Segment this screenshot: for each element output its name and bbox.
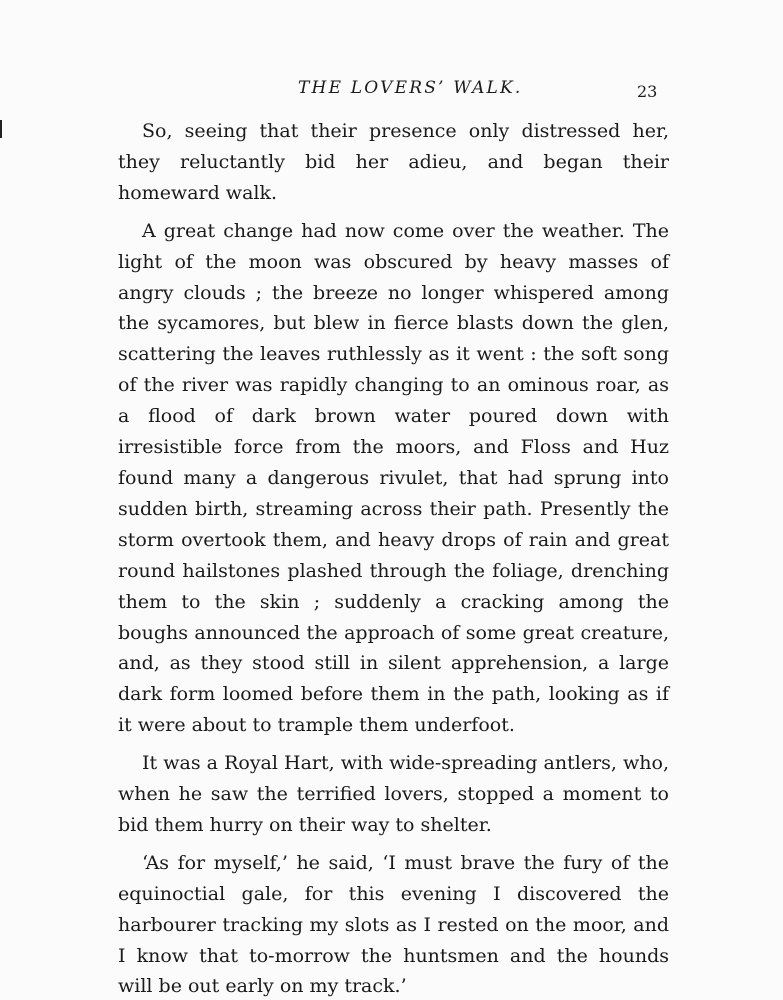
page-number: 23 bbox=[637, 82, 658, 101]
paragraph-3: It was a Royal Hart, with wide-spreading antlers, who, when he saw the terrified lovers, stopped a moment to bid them hurry on their way to shelter. bbox=[118, 752, 669, 836]
paragraph-2: A great change had now come over the weather. The light of the moon was obscured by heavy masses of angry clouds ; the breeze no longer whispered among the sycamores, but blew in fierce blasts down the glen, scattering the leaves ruthlessly as it went : the soft song of the river was rapidly changing to an ominous roar, as a flood of dark brown water poured down with irresistible force from the moors, and Floss and Huz found many a dangerous rivulet, that had sprung into sudden birth, streaming across their path. Presently the storm overtook them, and heavy drops of rain and great round hailstones plashed through the foliage, drenching them to the skin ; suddenly a cracking among the boughs announced the approach of some great creature, and, as they stood still in silent apprehension, a large dark form loomed before them in the path, looking as if it were about to trample them underfoot. bbox=[118, 219, 669, 737]
paragraph-1: So, seeing that their presence only distressed her, they reluctantly bid her adieu, and began their homeward walk. bbox=[118, 120, 669, 204]
running-title: THE LOVERS’ WALK. bbox=[298, 78, 523, 98]
body-text bbox=[118, 116, 669, 1000]
paragraph-4: ‘As for myself,’ he said, ‘I must brave the fury of the equinoctial gale, for this evening I discovered the harbourer tracking my slots as I rested on the moor, and I know that to-morrow the huntsmen and the hounds will be out early on my track.’ bbox=[118, 851, 669, 998]
page-edge-mark bbox=[0, 120, 2, 138]
running-head bbox=[0, 78, 783, 102]
